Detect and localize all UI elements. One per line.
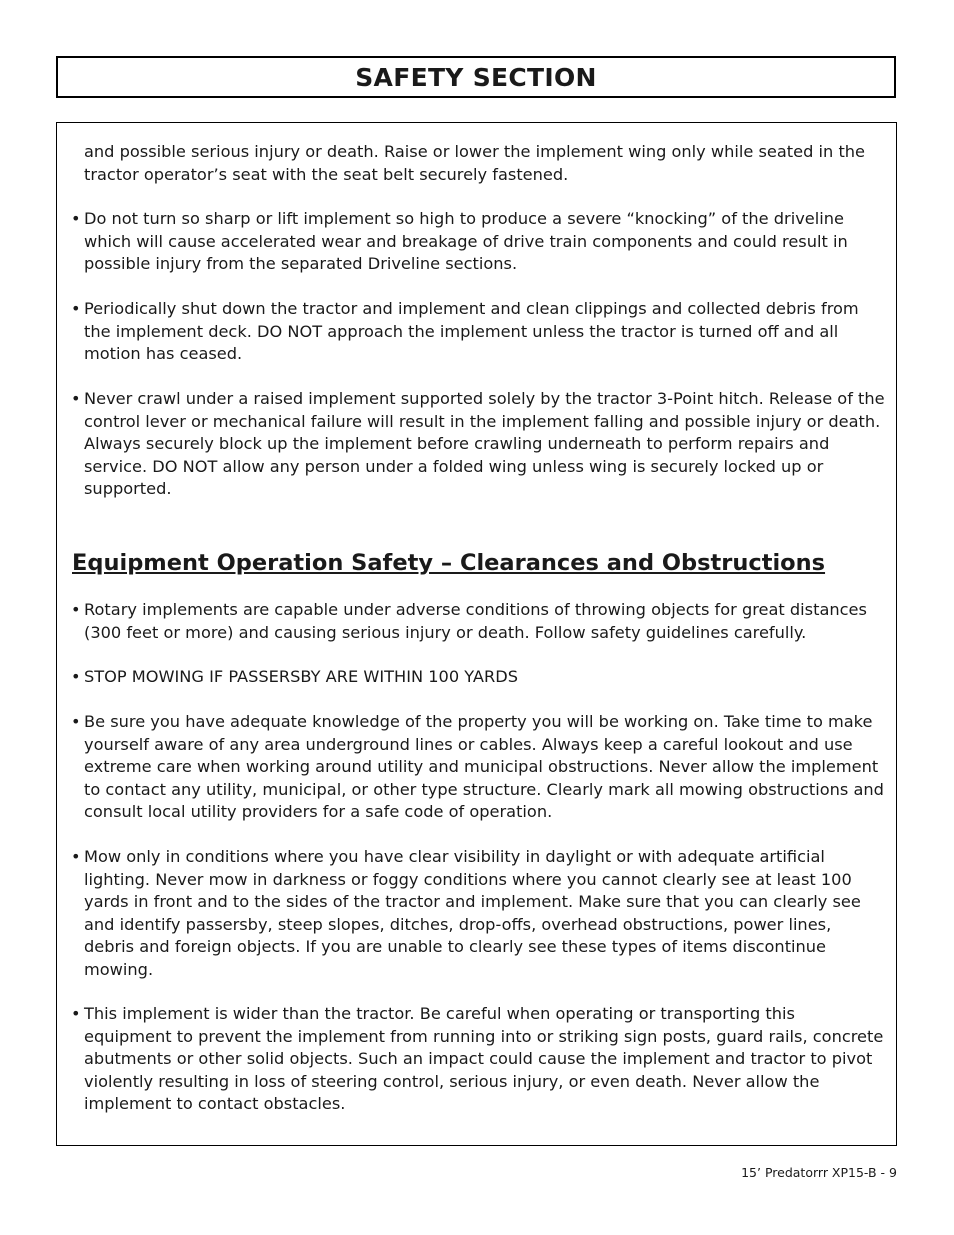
bullet-icon: • bbox=[71, 667, 81, 686]
bullet-icon: • bbox=[71, 209, 81, 228]
page-footer: 15’ Predatorrr XP15-B - 9 bbox=[741, 1165, 897, 1180]
list-item: • STOP MOWING IF PASSERSBY ARE WITHIN 100 YARDS bbox=[71, 666, 886, 689]
list-item: • Do not turn so sharp or lift implement so high to produce a severe “knocking” of the driveline which will cause accelerated wear and breakage of drive train components and could result in possible injury from the separated Driveline sections. bbox=[71, 209, 848, 273]
bullet-icon: • bbox=[71, 1004, 81, 1023]
list-item: • Be sure you have adequate knowledge of the property you will be working on. Take time to make yourself aware of any area underground lines or cables. Always keep a careful lookout and use extreme care when working around utility and municipal obstructions. Never allow the implement to contact any utility, municipal, or other type structure. Clearly mark all mowing obstructions and consult local utility providers for a safe code of operation. bbox=[71, 712, 884, 821]
section-heading: Equipment Operation Safety – Clearances and Obstructions bbox=[72, 550, 826, 576]
list-item: • Periodically shut down the tractor and implement and clean clippings and collected debris from the implement deck. DO NOT approach the implement unless the tractor is turned off and all motion has ceased. bbox=[71, 299, 859, 363]
list-item: • This implement is wider than the tractor. Be careful when operating or transporting this equipment to prevent the implement from running into or striking sign posts, guard rails, concrete abutments or other solid objects. Such an impact could cause the implement and tractor to pivot violently resulting in loss of steering control, serious injury, or even death. Never allow the implement to contact obstacles. bbox=[71, 1004, 884, 1113]
page-title: SAFETY SECTION bbox=[355, 62, 597, 92]
bullet-icon: • bbox=[71, 600, 81, 619]
section-header-box bbox=[56, 56, 896, 98]
bullet-icon: • bbox=[71, 847, 81, 866]
list-item: • Mow only in conditions where you have clear visibility in daylight or with adequate artificial lighting. Never mow in darkness or foggy conditions where you cannot clearly see at least 100 yards in front and to the sides of the tractor and implement. Make sure that you can clearly see and identify passersby, steep slopes, ditches, drop-offs, overhead obstructions, power lines, debris and foreign objects. If you are unable to clearly see these types of items discontinue mowing. bbox=[71, 847, 861, 979]
list-item: • Never crawl under a raised implement supported solely by the tractor 3-Point hitch. Release of the control lever or mechanical failure will result in the implement falling and possible injury or death. Always securely block up the implement before crawling underneath to perform repairs and service. DO NOT allow any person under a folded wing unless wing is securely locked up or supported. bbox=[71, 389, 885, 498]
bullet-icon: • bbox=[71, 299, 81, 318]
continued-paragraph: and possible serious injury or death. Raise or lower the implement wing only while seated in the tractor operator’s seat with the seat belt securely fastened. bbox=[84, 142, 866, 184]
list-item: • Rotary implements are capable under adverse conditions of throwing objects for great distances (300 feet or more) and causing serious injury or death. Follow safety guidelines carefully. bbox=[71, 600, 867, 642]
bullet-icon: • bbox=[71, 389, 81, 408]
bullet-icon: • bbox=[71, 712, 81, 731]
